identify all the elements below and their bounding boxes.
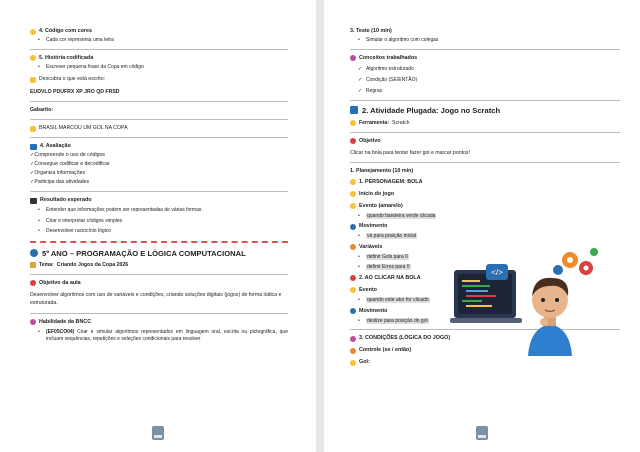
section-objetivo: Objetivo xyxy=(350,138,620,145)
activity-heading: 2. Atividade Plugada: Jogo no Scratch xyxy=(350,106,620,115)
brain-icon xyxy=(350,336,356,342)
eval-item: ✓Compreende o uso de códigos xyxy=(30,152,106,159)
coding-boy-illustration xyxy=(450,244,600,356)
concept-item: ✓ Condição (SE/ENTÃO) xyxy=(358,76,418,83)
yellow-dot-icon xyxy=(350,120,356,126)
eval-item: ✓Participa das atividades xyxy=(30,179,90,186)
yellow-dot-icon xyxy=(350,191,356,197)
divider xyxy=(350,132,620,133)
svg-text:</>: </> xyxy=(491,268,503,277)
section-5-historia: 5. História codificada xyxy=(30,55,288,62)
brain-icon xyxy=(30,319,36,325)
clipboard-icon xyxy=(30,144,37,150)
yellow-dot-icon xyxy=(350,287,356,293)
section-4-codigo-cores: 4. Código com cores xyxy=(30,28,288,35)
orange-dot-icon xyxy=(350,244,356,250)
divider xyxy=(30,313,288,314)
hourglass-icon xyxy=(30,262,36,268)
decode-prompt: Descubra o que está escrito: xyxy=(30,76,288,83)
book-icon xyxy=(30,198,37,204)
yellow-dot-icon xyxy=(350,179,356,185)
divider xyxy=(30,119,288,120)
concept-item: ✓ Regras xyxy=(358,87,383,94)
divider xyxy=(350,162,620,163)
block-item: • vá para posição inicial xyxy=(350,233,620,240)
list-item: • Desenvolver raciocínio lógico xyxy=(30,228,288,235)
movimento: Movimento xyxy=(350,223,620,230)
pointing-hand-icon xyxy=(30,77,36,83)
gabarito-label: Gabarito: xyxy=(30,107,54,114)
gabarito-answer: BRASIL MARCOU UM GOL NA COPA xyxy=(30,125,288,132)
section-avaliacao: 4. Avaliação xyxy=(30,143,288,150)
divider xyxy=(30,49,288,50)
conditions-heading: 3. CONDIÇÕES (LÓGICA DO JOGO) xyxy=(350,335,620,342)
divider xyxy=(30,137,288,138)
divider xyxy=(350,49,620,50)
check-icon: ✓ xyxy=(30,170,35,177)
left-page xyxy=(0,0,316,452)
list-item: • Simular o algoritmo com colegas xyxy=(350,37,620,44)
objective-text: Clicar na bola para tentar fazer gol e marcar pontos! xyxy=(350,149,470,156)
list-item: • Criar e interpretar códigos simples xyxy=(30,218,288,225)
bncc-text: • (EF05CO04) Criar e simular algoritmos representados em linguagem oral, escrita ou pictográfica, que incluam sequências, repetições e seleções condicionais para resolver xyxy=(30,329,288,344)
block-item: • definir Gols para 0 xyxy=(350,254,620,261)
gears-icon xyxy=(553,248,598,275)
target-icon xyxy=(350,138,356,144)
section-bncc: Habilidade da BNCC xyxy=(30,319,288,326)
evento-amarelo: Evento (amarelo) xyxy=(350,203,620,210)
divider xyxy=(30,274,288,275)
code-bubble-icon xyxy=(486,264,508,280)
section-conceitos: Conceitos trabalhados xyxy=(350,55,620,62)
yellow-dot-icon xyxy=(30,29,36,35)
controle: Controle (se / então) xyxy=(350,347,620,354)
block-item: • quando este ator for clicado xyxy=(350,297,620,304)
section-objetivo-aula: Objetivo da aula xyxy=(30,280,288,287)
eval-item: ✓Organiza informações xyxy=(30,170,86,177)
character-heading: 1. PERSONAGEM: BOLA xyxy=(350,179,620,186)
yellow-dot-icon xyxy=(350,203,356,209)
pointing-hand-icon xyxy=(30,126,36,132)
eval-item: ✓Consegue codificar e decodificar xyxy=(30,161,110,168)
movimento-2: Movimento xyxy=(350,308,620,315)
blue-dot-icon xyxy=(350,224,356,230)
gol: Gol: xyxy=(350,359,620,366)
boy-icon xyxy=(528,278,572,356)
check-icon: ✓ xyxy=(30,161,35,168)
section-teste: 3. Teste (10 min) xyxy=(350,28,392,34)
theme-line: Tema: Criando Jogos da Copa 2026 xyxy=(30,262,288,269)
variaveis: Variáveis xyxy=(350,244,620,251)
click-heading: 2. AO CLICAR NA BOLA xyxy=(350,275,620,282)
grade-heading: 5º ANO – PROGRAMAÇÃO E LÓGICA COMPUTACIONAL xyxy=(30,249,288,258)
inicio-line: Início do jogo xyxy=(350,191,620,198)
target-icon xyxy=(350,275,356,281)
yellow-dot-icon xyxy=(30,55,36,61)
dashed-separator xyxy=(30,241,288,243)
footer-logo xyxy=(152,426,164,440)
divider xyxy=(30,191,288,192)
objective-text: Desenvolver algoritmos com uso de variáveis e condições, criando soluções digitais (jogos) de forma lúdica e estruturada. xyxy=(30,291,282,307)
block-item: • deslize para posição do gol xyxy=(350,318,620,325)
check-icon: ✓ xyxy=(30,152,35,159)
blue-circle-icon xyxy=(30,249,38,257)
block-item: • quando bandeira verde clicada xyxy=(350,213,620,220)
check-icon: ✓ xyxy=(358,76,363,83)
footer-logo xyxy=(476,426,488,440)
list-item: • Cada cor representa uma letra xyxy=(30,37,288,44)
tool-line: Ferramenta: Scratch xyxy=(350,120,620,127)
list-item: • Entender que informações podem ser representadas de várias formas xyxy=(30,207,288,214)
check-icon: ✓ xyxy=(358,87,363,94)
divider xyxy=(350,100,620,101)
brain-icon xyxy=(350,55,356,61)
orange-dot-icon xyxy=(350,348,356,354)
evento: Evento xyxy=(350,287,620,294)
divider xyxy=(30,101,288,102)
list-item: • Escrever pequena frase da Copa em código xyxy=(30,64,288,71)
yellow-dot-icon xyxy=(350,360,356,366)
section-resultado: Resultado esperado xyxy=(30,197,288,204)
check-icon: ✓ xyxy=(30,179,35,186)
concept-item: ✓ Algoritmo estruturado xyxy=(358,65,414,72)
blue-dot-icon xyxy=(350,308,356,314)
check-icon: ✓ xyxy=(358,65,363,72)
cipher-text: EUDVLO PDUFRX XP JRO QD FRSD xyxy=(30,89,120,96)
laptop-icon xyxy=(450,270,522,323)
right-page xyxy=(324,0,640,452)
block-item: • definir Erros para 0 xyxy=(350,264,620,271)
blue-book-icon xyxy=(350,106,358,114)
section-planejamento: 1. Planejamento (10 min) xyxy=(350,167,414,174)
target-icon xyxy=(30,280,36,286)
